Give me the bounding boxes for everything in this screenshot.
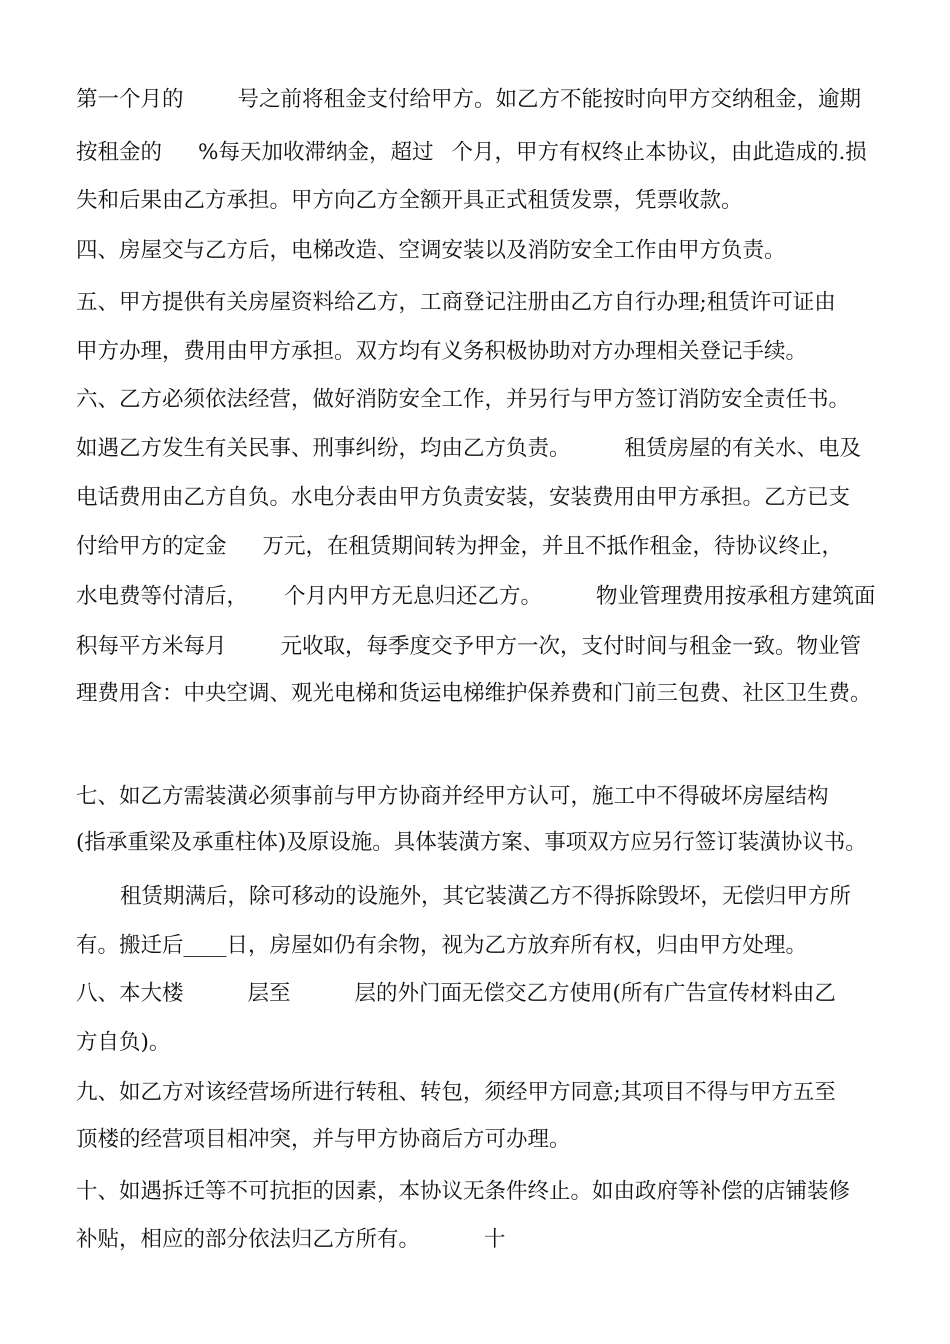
text-line bbox=[76, 187, 743, 215]
text-segment: 五、甲方提供有关房屋资料给乙方，工商登记注册由乙方自行办理;租赁许可证由 bbox=[76, 290, 836, 315]
text-segment: 元收取，每季度交予甲方一次，支付时间与租金一致。物业管 bbox=[280, 634, 862, 659]
text-segment: 租赁房屋的有关水、电及 bbox=[624, 436, 862, 461]
text-segment: 租赁期满后，除可移动的设施外，其它装潢乙方不得拆除毁坏，无偿归甲方所 bbox=[120, 884, 852, 909]
text-line bbox=[76, 680, 872, 708]
text-segment: 万元，在租赁期间转为押金，并且不抵作租金，待协议终止， bbox=[262, 534, 844, 559]
text-line bbox=[76, 1126, 571, 1154]
text-segment: 八、本大楼 bbox=[76, 981, 184, 1006]
text-line bbox=[76, 139, 867, 167]
text-segment: 物业管理费用按承租方建筑面 bbox=[596, 584, 876, 609]
text-segment: 补贴，相应的部分依法归乙方所有。 bbox=[76, 1227, 421, 1252]
text-segment: 第一个月的 bbox=[76, 87, 184, 112]
text-segment: 七、如乙方需装潢必须事前与甲方协商并经甲方认可，施工中不得破坏房屋结构 bbox=[76, 784, 829, 809]
text-segment: 个月内甲方无息归还乙方。 bbox=[284, 584, 543, 609]
text-line bbox=[76, 980, 836, 1008]
text-segment: 付给甲方的定金 bbox=[76, 534, 227, 559]
text-segment: 甲方办理，费用由甲方承担。双方均有义务积极协助对方办理相关登记手续。 bbox=[76, 339, 808, 364]
text-segment: 层的外门面无偿交乙方使用(所有广告宣传材料由乙 bbox=[354, 981, 836, 1006]
text-segment: 按租金的 bbox=[76, 140, 163, 165]
text-segment: 水电费等付清后， bbox=[76, 584, 249, 609]
text-line bbox=[76, 932, 807, 960]
text-segment: 失和后果由乙方承担。甲方向乙方全额开具正式租赁发票，凭票收款。 bbox=[76, 188, 743, 213]
text-line bbox=[76, 1178, 850, 1206]
text-line bbox=[76, 1226, 506, 1254]
text-line bbox=[76, 86, 861, 114]
text-line bbox=[76, 1079, 836, 1107]
text-segment: 十、如遇拆迁等不可抗拒的因素，本协议无条件终止。如由政府等补偿的店铺装修 bbox=[76, 1179, 851, 1204]
text-line bbox=[76, 533, 843, 561]
text-segment: 六、乙方必须依法经营，做好消防安全工作，并另行与甲方签订消防安全责任书。 bbox=[76, 387, 851, 412]
text-segment: 电话费用由乙方自负。水电分表由甲方负责安装，安装费用由甲方承担。乙方已支 bbox=[76, 485, 851, 510]
text-line bbox=[76, 237, 786, 265]
text-line bbox=[76, 435, 861, 463]
text-segment: 有。搬迁后____日，房屋如仍有余物，视为乙方放弃所有权，归由甲方处理。 bbox=[76, 933, 808, 958]
text-segment: 如遇乙方发生有关民事、刑事纠纷，均由乙方负责。 bbox=[76, 436, 571, 461]
text-line bbox=[76, 633, 861, 661]
text-line bbox=[76, 829, 867, 857]
text-line bbox=[76, 583, 876, 611]
text-segment: 顶楼的经营项目相冲突，并与甲方协商后方可办理。 bbox=[76, 1127, 571, 1152]
text-line bbox=[76, 386, 850, 414]
text-segment: 九、如乙方对该经营场所进行转租、转包，须经甲方同意;其项目不得与甲方五至 bbox=[76, 1080, 836, 1105]
text-line bbox=[76, 883, 851, 911]
text-segment: 十 bbox=[484, 1227, 506, 1252]
text-segment: 个月，甲方有权终止本协议，由此造成的.损 bbox=[451, 140, 867, 165]
text-line bbox=[76, 1029, 170, 1057]
text-segment: 理费用含：中央空调、观光电梯和货运电梯维护保养费和门前三包费、社区卫生费。 bbox=[76, 681, 872, 706]
text-line bbox=[76, 338, 807, 366]
text-segment: %每天加收滞纳金，超过 bbox=[198, 140, 434, 165]
text-segment: 方自负)。 bbox=[76, 1030, 171, 1055]
text-segment: 四、房屋交与乙方后，电梯改造、空调安装以及消防安全工作由甲方负责。 bbox=[76, 238, 786, 263]
text-line bbox=[76, 783, 829, 811]
text-segment: 层至 bbox=[247, 981, 291, 1006]
text-line bbox=[76, 289, 836, 317]
text-line bbox=[76, 484, 850, 512]
text-segment: 积每平方米每月 bbox=[76, 634, 227, 659]
text-segment: 号之前将租金支付给甲方。如乙方不能按时向甲方交纳租金，逾期 bbox=[237, 87, 862, 112]
text-segment: (指承重梁及承重柱体)及原设施。具体装潢方案、事项双方应另行签订装潢协议书。 bbox=[76, 830, 867, 855]
